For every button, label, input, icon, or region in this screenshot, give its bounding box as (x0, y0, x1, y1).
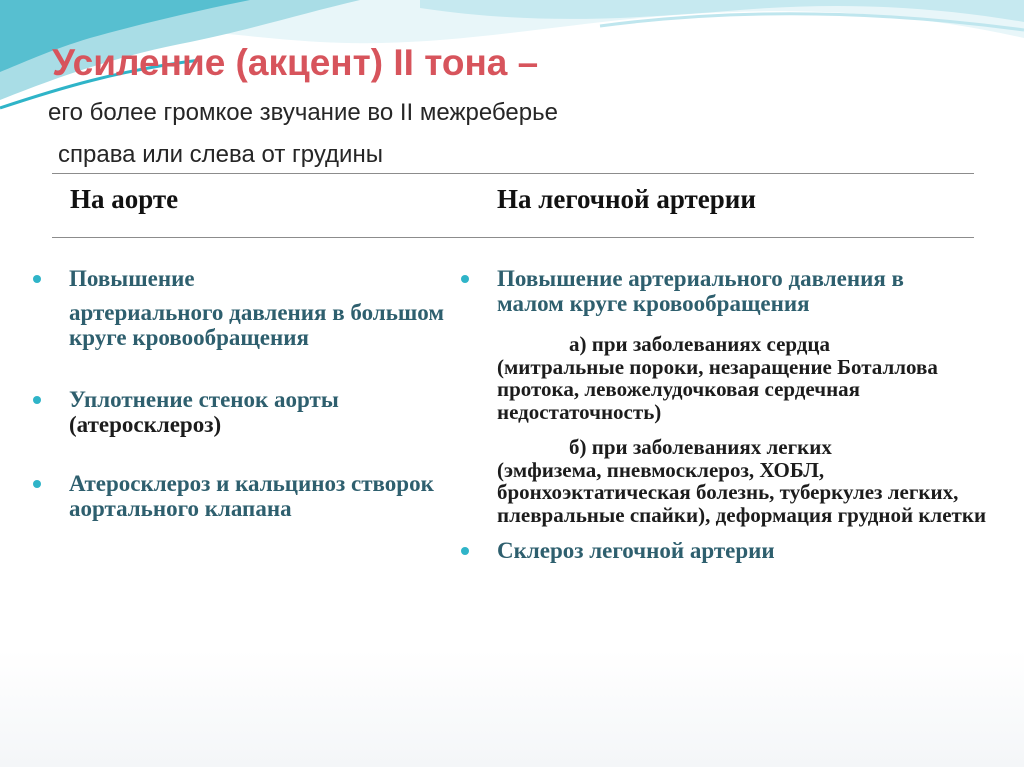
left-column (33, 266, 463, 521)
divider-top (52, 173, 974, 174)
item-text-line1: Повышение (69, 266, 195, 291)
background-fade (0, 650, 1024, 767)
list-item (461, 266, 1001, 316)
item-text: Атеросклероз и кальциноз створок аортального клапана (69, 471, 434, 521)
bullet-icon (461, 275, 469, 283)
right-column-header: На легочной артерии (497, 184, 756, 214)
list-subitem-b (461, 436, 1001, 526)
slide-title: Усиление (акцент) II тона – (52, 42, 539, 83)
left-column-header: На аорте (70, 184, 179, 214)
subtitle-line-2: справа или слева от грудины (58, 141, 383, 168)
subitem-b-heading: б) при заболеваниях легких (569, 435, 832, 459)
subitem-a-heading: а) при заболеваниях сердца (569, 332, 831, 356)
right-column (461, 266, 1001, 563)
item-text: Повышение артериального давления в малом круге кровообращения (497, 266, 904, 316)
subitem-b-text: (эмфизема, пневмосклероз, ХОБЛ, бронхоэктатическая болезнь, туберкулез легких, плевральные спайки), деформация грудной клетки (497, 457, 987, 527)
bullet-icon (461, 547, 469, 555)
item-text: Уплотнение стенок аорты (69, 387, 339, 412)
item-text-rest: артериального давления в большом круге кровообращения (69, 300, 445, 350)
list-item (33, 387, 463, 437)
bullet-icon (33, 396, 41, 404)
bullet-icon (33, 480, 41, 488)
divider-bottom (52, 237, 974, 238)
item-text-dark: (атеросклероз) (69, 412, 222, 437)
subtitle-line-1: его более громкое звучание во II межреберье (48, 99, 558, 126)
list-subitem-a (461, 333, 1001, 423)
bullet-icon (33, 275, 41, 283)
item-text: Склероз легочной артерии (497, 538, 775, 563)
list-item (33, 266, 463, 350)
subitem-a-text: (митральные пороки, незаращение Боталлова протока, левожелудочковая сердечная недостаточность) (497, 354, 938, 424)
list-item (33, 471, 463, 521)
list-item (461, 538, 1001, 563)
